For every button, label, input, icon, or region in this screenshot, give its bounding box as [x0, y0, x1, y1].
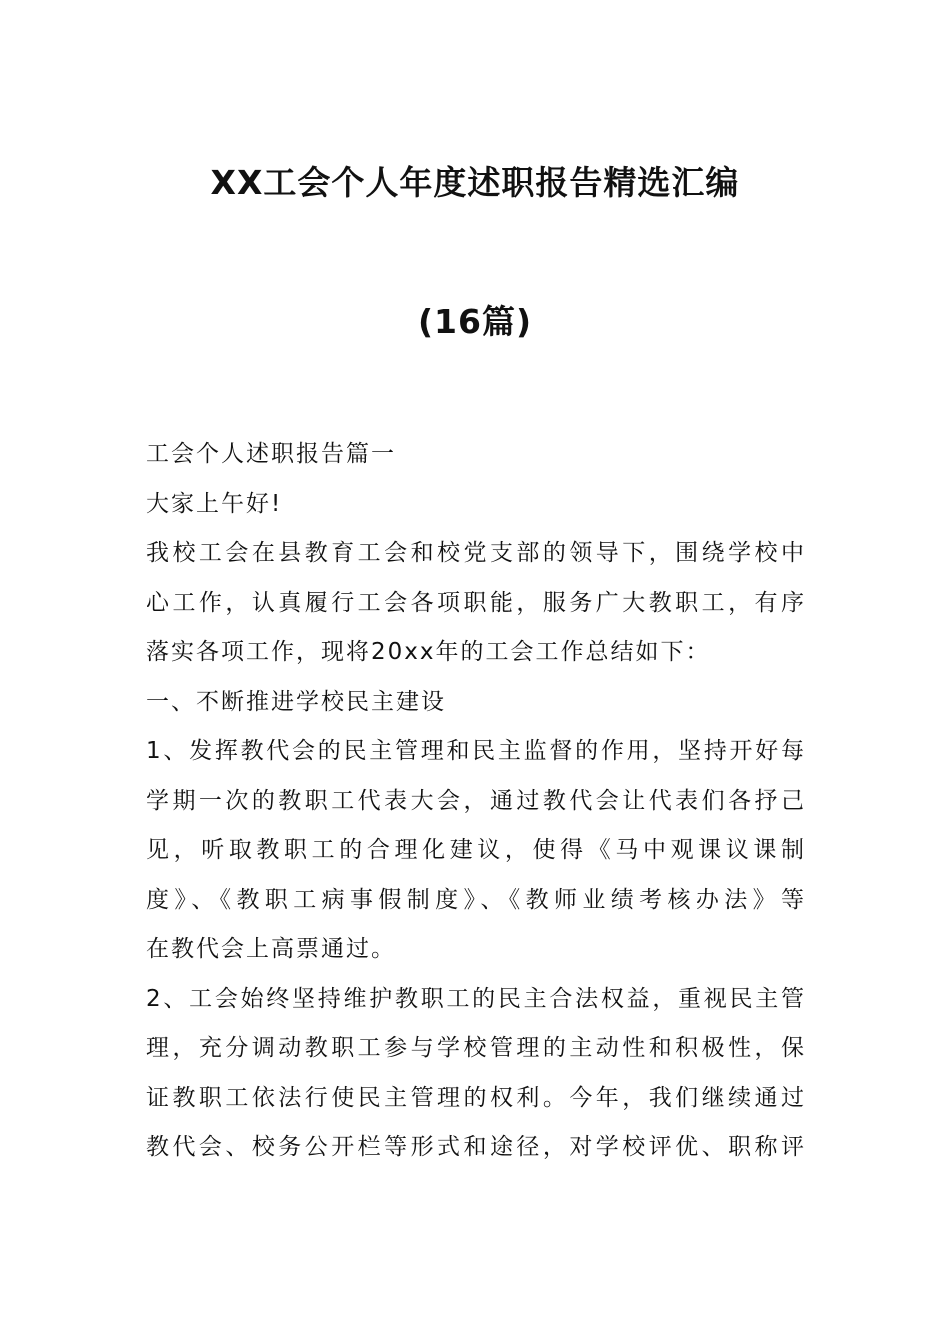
paragraph-line: 证教职工依法行使民主管理的权利。今年，我们继续通过 [146, 1084, 806, 1111]
paragraph-line: 见，听取教职工的合理化建议，使得《马中观课议课制 [146, 837, 806, 863]
paragraph-line: 理，充分调动教职工参与学校管理的主动性和积极性，保 [146, 1035, 806, 1061]
paragraph-line: 学期一次的教职工代表大会，通过教代会让代表们各抒己 [146, 787, 806, 814]
paragraph-line: 在教代会上高票通过。 [146, 936, 396, 962]
section-heading: 一、不断推进学校民主建设 [146, 688, 446, 715]
document-title: XX工会个人年度述职报告精选汇编 [210, 163, 740, 202]
paragraph-line: 2、工会始终坚持维护教职工的民主合法权益，重视民主管 [146, 985, 806, 1012]
list-item-paragraph [146, 981, 806, 1179]
document-body [146, 436, 806, 1179]
paragraph-line: 教代会、校务公开栏等形式和途径，对学校评优、职称评 [146, 1134, 806, 1160]
paragraph-line: 1、发挥教代会的民主管理和民主监督的作用，坚持开好每 [146, 738, 806, 764]
greeting-line: 大家上午好! [146, 490, 283, 517]
paragraph-line: 心工作，认真履行工会各项职能，服务广大教职工，有序 [146, 589, 806, 616]
list-item-paragraph [146, 733, 806, 981]
intro-paragraph [146, 535, 806, 684]
paragraph-line: 落实各项工作，现将20xx年的工会工作总结如下： [146, 639, 711, 665]
document-subtitle: (16篇) [417, 302, 533, 341]
paragraph-line: 度》、《教职工病事假制度》、《教师业绩考核办法》等 [146, 886, 806, 913]
paragraph-line: 我校工会在县教育工会和校党支部的领导下，围绕学校中 [146, 540, 806, 566]
section-heading: 工会个人述职报告篇一 [146, 441, 396, 467]
